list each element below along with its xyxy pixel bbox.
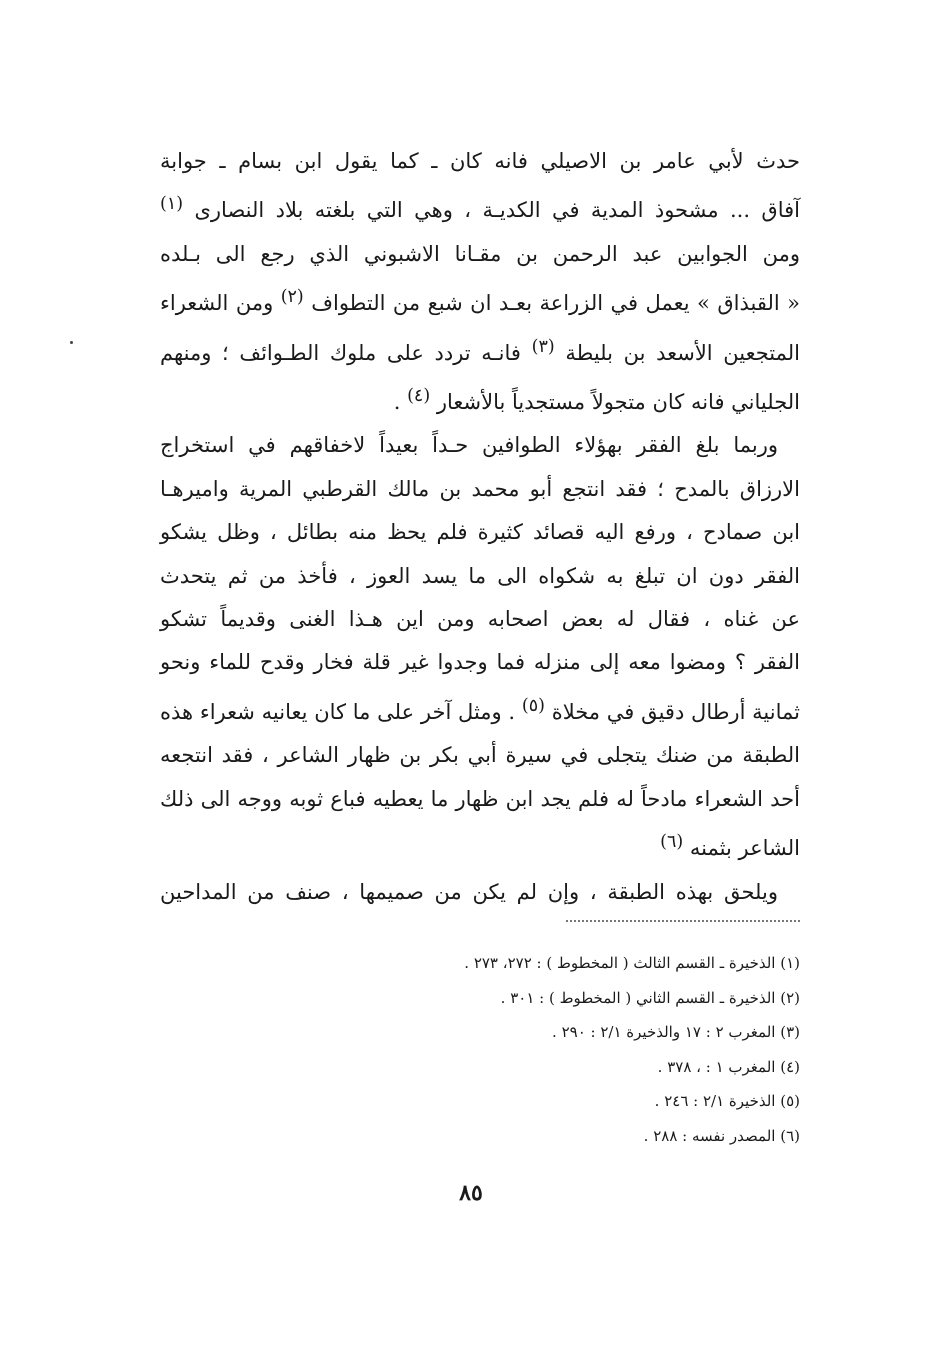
footnote-separator <box>566 920 800 922</box>
text-line: الارزاق بالمدح ؛ فقد انتجع أبو محمد بن مالك القرطبي المرية واميرهـا <box>160 476 800 501</box>
paragraph-2 <box>160 424 800 870</box>
text-line: ويلحق بهذه الطبقة ، وإن لم يكن من صميمها ، صنف من المداحين <box>160 879 778 904</box>
text-line: حدث لأبي عامر بن الاصيلي فانه كان ـ كما يقول ابن بسام ـ جوابة <box>160 149 800 173</box>
text-line: ابن صمادح ، ورفع اليه قصائد كثيرة فلم يحظ منه بطائل ، وظل يشكو <box>160 520 800 545</box>
text-line: وربما بلغ الفقر بهؤلاء الطوافين حـداً بعيداً لاخفاقهم في استخراج <box>160 433 778 458</box>
main-text <box>160 140 800 914</box>
footnote-item: (٥) الذخيرة ٢/١ : ٢٤٦ . <box>654 1092 800 1111</box>
footnote-ref[interactable]: (١) <box>160 194 184 215</box>
text-line: الفقر ؟ ومضوا معه إلى منزله فما وجدوا غير قلة فخار وقدح للماء ونحو <box>160 650 800 675</box>
footnote-item: (٦) المصدر نفسه : ٢٨٨ . <box>643 1126 800 1145</box>
footnote-ref[interactable]: (٦) <box>660 832 684 853</box>
text-line: أحد الشعراء مادحاً له فلم يجد ابن ظهار ما يعطيه فباع ثوبه ووجه الى ذلك <box>160 786 800 811</box>
text-line: الفقر دون ان تبلغ به شكواه الى ما يسد العوز ، فأخذ من ثم يتحدث <box>160 563 800 588</box>
text-line: عن غناه ، فقال له بعض اصحابه ومن اين هـذا الغنى وقديماً تشكو <box>160 607 800 632</box>
footnote-item: (٢) الذخيرة ـ القسم الثاني ( المخطوط ) : ٣٠١ . <box>500 988 800 1007</box>
text-line: ومن الجوابين عبد الرحمن بن مقـانا الاشبوني الذي رجع الى بـلده <box>160 241 800 266</box>
text-line: ثمانية أرطال دقيق في مخلاة $^{(٥)}$ . ومثل آخر على ما كان يعانيه شعراء هذه <box>160 695 800 724</box>
text-line: الجلياني فانه كان متجولاً مستجدياً بالأشعار $^{(٤)}$ . <box>393 386 800 415</box>
text-line: المتجعين الأسعد بن بليطة $^{(٣)}$ فانـه تردد على ملوك الطـوائف ؛ ومنهم <box>160 336 800 365</box>
page-number: ٨٥ <box>459 1180 483 1206</box>
footnote-item: (٤) المغرب ١ : ، ٣٧٨ . <box>657 1057 800 1076</box>
paragraph-3 <box>160 871 800 914</box>
footnotes-list <box>360 946 800 1154</box>
margin-mark <box>70 341 73 344</box>
footnote-ref[interactable]: (٥) <box>521 695 545 716</box>
footnote-ref[interactable]: (٢) <box>280 287 304 308</box>
text-line: الطبقة من ضنك يتجلى في سيرة أبي بكر بن ظهار الشاعر ، فقد انتجعه <box>160 743 800 768</box>
footnote-item: (١) الذخيرة ـ القسم الثالث ( المخطوط ) : ٢٧٢، ٢٧٣ . <box>464 954 800 972</box>
footnote-ref[interactable]: (٣) <box>531 336 555 357</box>
text-line: الشاعر بثمنه $^{(٦)}$ <box>660 832 800 861</box>
paragraph-1 <box>160 140 800 424</box>
text-line: آفاق ... مشحوذ المدية في الكديـة ، وهي التي بلغته بلاد النصارى $^{(١)}$ <box>160 194 800 223</box>
footnote-item: (٣) المغرب ٢ : ١٧ والذخيرة ٢/١ : ٢٩٠ . <box>552 1023 800 1042</box>
footnote-ref[interactable]: (٤) <box>407 386 431 407</box>
text-line: « القبذاق » يعمل في الزراعة بعـد ان شبع من التطواف $^{(٢)}$ ومن الشعراء <box>160 287 800 316</box>
